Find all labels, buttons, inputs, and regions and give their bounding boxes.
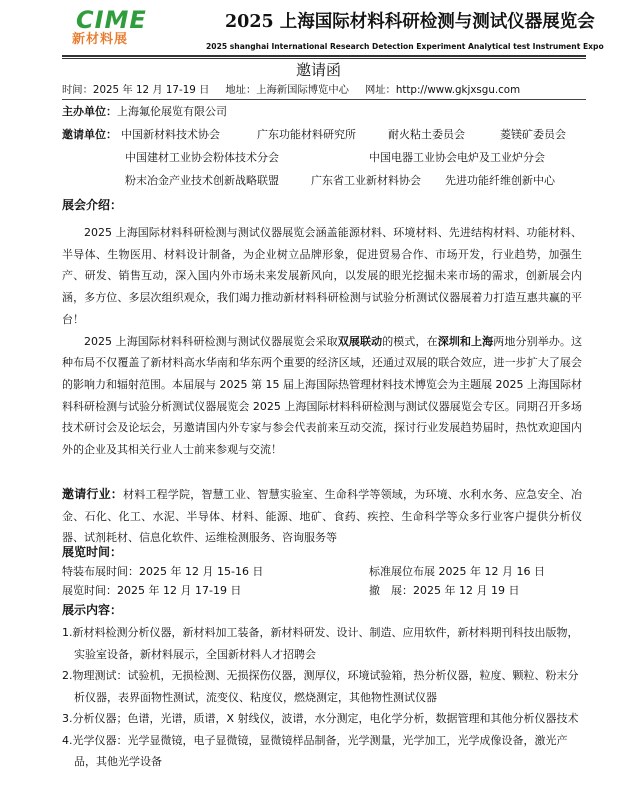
event-venue: 地址：上海新国际博览中心 — [225, 84, 349, 96]
inviting-unit: 耐火粘土委员会 — [388, 128, 465, 141]
intro-paragraph-2 — [62, 331, 582, 461]
intro-paragraph-1: 2025 上海国际材料科研检测与测试仪器展览会涵盖能源材料、环境材料、先进结构材料、功能材料、半导体、生物医用、材料设计制备，为企业树立品牌形象，促进贸易合作、市场开发，行业趋势，加强生产、研发、销售互动，深入国内外市场未来发展新风向，以发展的眼光挖掘未来市场的需求，创新展会内涵，多方位、多层次组织观众，我们竭力推动新材料科研检测与试验分析测试仪器展着力打造互惠共赢的平台！ — [62, 226, 582, 326]
intro-p2-bold: 双展联动 — [337, 334, 383, 348]
organizer-value: 上海氟伦展览有限公司 — [117, 105, 227, 118]
content-heading: 展示内容： — [62, 603, 123, 617]
intro-heading: 展会介绍： — [62, 198, 123, 212]
exhibit-time: 展览时间：2025 年 12 月 17-19 日 — [62, 584, 242, 597]
intro-p2-part: 两地分别举办。这种布局不仅覆盖了新材料高水华南和华东两个重要的经济区域，还通过双展的联合效应，进一步扩大了展会的影响力和辐射范围。本届展与 2025 第 15 届上海国际热管理材料技术博览会为主题展 2025 上海国际材料科研检测与试验分析测试仪器展览会 2025 上海国际材料科研检测与测试仪器展览会专区。同期召开多场技术研讨会及论坛会，另邀请国内外专家与参会代表前来互动交流，探讨行业发展趋势届时，热忱欢迎国内外的企业及其相关行业人士前来参观与交流！ — [62, 334, 583, 457]
inviting-unit: 菱镁矿委员会 — [500, 128, 566, 141]
content-item: 1.新材料检测分析仪器，新材料加工装备，新材料研发、设计、制造、应用软件，新材料期刊科技出版物，实验室设备，新材料展示，全国新材料人才招聘会 — [62, 626, 579, 661]
industries — [62, 484, 582, 549]
content-item: 3.分析仪器；色谱，光谱，质谱，X 射线仪，波谱，水分测定，电化学分析，数据管理和其他分析仪器技术 — [62, 712, 579, 725]
content-list — [62, 622, 582, 773]
invitation-title: 邀请函 — [295, 61, 341, 79]
intro-p2-part: 的模式，在 — [382, 334, 438, 348]
intro-p2-bold: 深圳和上海 — [437, 334, 494, 348]
info-divider — [62, 99, 586, 100]
inviting-unit: 中国新材料技术协会 — [121, 128, 220, 141]
content-item: 4.光学仪器：光学显微镜，电子显微镜，显微镜样品制备，光学测量，光学加工，光学成像设备，激光产品，其他光学设备 — [62, 733, 568, 768]
inviting-units-label: 邀请单位： — [62, 128, 117, 141]
inviting-unit: 中国电器工业协会电炉及工业炉分会 — [369, 151, 545, 164]
industries-label: 邀请行业： — [62, 487, 123, 501]
logo-subtitle: 新材料展 — [72, 32, 129, 47]
special-setup-time: 特装布展时间：2025 年 12 月 15-16 日 — [62, 565, 264, 578]
intro-p2-part: 2025 上海国际材料科研检测与测试仪器展览会采取 — [84, 334, 338, 348]
logo-cime: CIME — [76, 6, 147, 34]
teardown-time: 撤 展：2025 年 12 月 19 日 — [369, 584, 520, 597]
inviting-unit: 先进功能纤维创新中心 — [445, 174, 555, 187]
event-time: 时间：2025 年 12 月 17-19 日 — [62, 84, 210, 96]
organizer-label: 主办单位： — [62, 105, 117, 118]
schedule-heading: 展览时间： — [62, 545, 123, 559]
inviting-unit: 广东功能材料研究所 — [257, 128, 356, 141]
inviting-unit: 粉末冶金产业技术创新战略联盟 — [125, 174, 279, 187]
page-title: 2025 上海国际材料科研检测与测试仪器展览会 — [225, 12, 595, 32]
organizer — [62, 101, 227, 122]
info-line — [62, 84, 520, 97]
inviting-unit: 中国建材工业协会粉体技术分会 — [125, 151, 279, 164]
standard-setup-time: 标准展位布展 2025 年 12 月 16 日 — [369, 565, 545, 578]
page-title-english: 2025 shanghai International Research Detection Experiment Analytical test Instrument Expo — [206, 42, 604, 51]
inviting-unit: 广东省工业新材料协会 — [311, 174, 421, 187]
content-item: 2.物理测试：试验机，无损检测、无损探伤仪器，测厚仪，环境试验箱，热分析仪器，粒度、颗粒、粉末分析仪器，表界面物性测试，流变仪、粘度仪，燃烧测定，其他物性测试仪器 — [62, 669, 579, 704]
event-website[interactable]: 网址：http://www.gkjxsgu.com — [364, 84, 521, 96]
header-divider-thin — [62, 58, 586, 59]
industries-text: 材料工程学院，智慧工业、智慧实验室、生命科学等领域，为环境、水利水务、应急安全、冶金、石化、化工、水泥、半导体、材料、能源、地矿、食药、疾控、生命科学等众多行业客户提供分析仪器、试剂耗材、信息化软件、运维检测服务、咨询服务等 — [62, 488, 582, 545]
header-divider — [62, 55, 586, 57]
intro-text — [62, 222, 582, 461]
